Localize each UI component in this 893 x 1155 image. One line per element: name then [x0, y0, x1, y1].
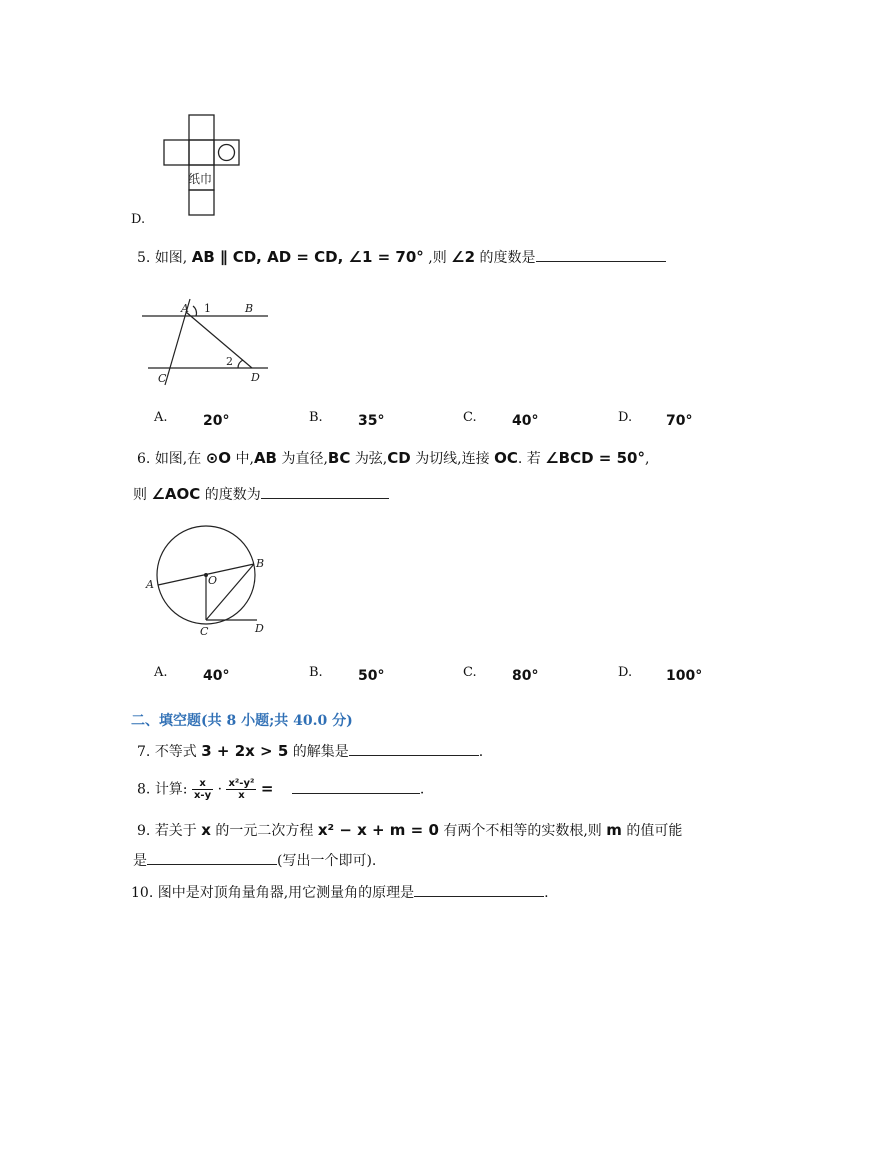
q6-option-a-value[interactable]: 40° — [203, 668, 230, 684]
q6-option-b-letter[interactable]: B. — [309, 665, 323, 680]
question-10 — [131, 882, 549, 902]
q9-prefix: 若关于 — [154, 823, 197, 839]
q9-text-1: 的一元二次方程 — [215, 823, 314, 839]
net-square-top — [189, 115, 214, 140]
q10-number: 10. — [131, 885, 154, 901]
question-5 — [137, 247, 666, 267]
q6-text-5: 为切线,连接 — [415, 451, 490, 467]
q9-line2-suffix: (写出一个即可). — [277, 853, 377, 869]
q6-text-4: 为弦, — [354, 451, 388, 467]
q9-m: m — [606, 821, 622, 839]
q6-ab: AB — [253, 449, 277, 467]
q5-option-c-value[interactable]: 40° — [512, 413, 539, 429]
section-2-title: 二、填空题(共 8 小题;共 40.0 分) — [131, 713, 353, 729]
q5-option-d-letter[interactable]: D. — [618, 410, 633, 425]
q5-label-angle-1: 1 — [204, 302, 211, 315]
q8-answer-blank[interactable] — [292, 779, 420, 794]
q8-fraction-2-denominator: x — [238, 790, 245, 801]
q8-fraction-1-numerator: x — [192, 778, 213, 790]
q5-label-b: B — [245, 302, 254, 315]
q6-line2-prefix: 则 — [133, 487, 147, 503]
question-9-line-2 — [133, 850, 376, 870]
q5-label-c: C — [158, 372, 167, 385]
net-square-center — [189, 140, 214, 165]
q5-answer-blank[interactable] — [536, 247, 666, 262]
q8-prefix: 计算: — [154, 781, 188, 798]
angle-2-arc — [238, 360, 243, 368]
q5-option-d-value[interactable]: 70° — [666, 413, 693, 429]
q6-label-d: D — [255, 622, 264, 635]
q5-option-b-letter[interactable]: B. — [309, 410, 323, 425]
q6-text-1: 如图,在 — [154, 451, 202, 467]
q6-answer-blank[interactable] — [261, 484, 389, 499]
q7-suffix: 的解集是 — [292, 744, 349, 760]
q6-cd: CD — [387, 449, 411, 467]
q6-figure — [142, 520, 272, 642]
question-6-line-2 — [133, 484, 389, 504]
q6-label-c: C — [200, 625, 209, 638]
question-6-line-1 — [137, 448, 649, 468]
q5-label-d: D — [251, 371, 260, 384]
q6-label-b: B — [256, 557, 265, 570]
q5-angle: ∠2 — [451, 248, 476, 266]
q8-fraction-2-numerator: x²-y² — [228, 778, 255, 789]
q9-expr: x² − x + m = 0 — [317, 821, 439, 839]
q5-label-angle-2: 2 — [226, 355, 233, 368]
q5-prefix: 如图, — [154, 250, 188, 266]
q10-end: . — [544, 885, 549, 901]
q5-condition: AB ∥ CD, AD = CD, ∠1 = 70° — [191, 248, 424, 266]
q6-option-c-letter[interactable]: C. — [463, 665, 477, 680]
q5-label-a: A — [181, 302, 189, 315]
q7-prefix: 不等式 — [154, 744, 197, 760]
q5-option-b-value[interactable]: 35° — [358, 413, 385, 429]
q6-option-c-value[interactable]: 80° — [512, 668, 539, 684]
q4-option-d-label: D. — [131, 212, 146, 227]
net-label: 纸巾 — [188, 172, 213, 186]
angle-1-arc — [193, 306, 196, 316]
q6-option-a-letter[interactable]: A. — [154, 665, 168, 680]
question-9-line-1 — [137, 820, 682, 840]
q8-equals: = — [260, 779, 274, 798]
line-ad — [186, 312, 252, 368]
q5-suffix: 的度数是 — [479, 250, 536, 266]
q9-var: x — [201, 821, 211, 839]
q6-option-d-value[interactable]: 100° — [666, 668, 703, 684]
net-square-right — [214, 140, 239, 165]
q9-text-3: 的值可能 — [626, 823, 683, 839]
q8-number: 8. — [137, 781, 151, 798]
q6-line2-suffix: 的度数为 — [204, 487, 261, 503]
q9-text-2: 有两个不相等的实数根,则 — [443, 823, 602, 839]
q6-label-o: O — [208, 574, 218, 587]
q5-option-a-value[interactable]: 20° — [203, 413, 230, 429]
net-circle-mark — [219, 145, 235, 161]
q8-fraction-1 — [192, 778, 213, 801]
q10-answer-blank[interactable] — [414, 882, 544, 897]
cube-net-figure — [160, 112, 245, 218]
q10-text: 图中是对顶角量角器,用它测量角的原理是 — [157, 885, 415, 901]
q7-end: . — [478, 744, 484, 760]
q8-fraction-1-denominator: x-y — [193, 790, 212, 801]
q6-aoc: ∠AOC — [151, 485, 201, 503]
q5-option-c-letter[interactable]: C. — [463, 410, 477, 425]
q6-oc: OC — [494, 449, 518, 467]
q6-circle: ⊙O — [205, 449, 232, 467]
q6-text-3: 为直径, — [281, 451, 328, 467]
q6-text-2: 中, — [235, 451, 254, 467]
q6-bc: BC — [327, 449, 351, 467]
q6-option-b-value[interactable]: 50° — [358, 668, 385, 684]
q5-mid: ,则 — [428, 250, 447, 266]
q6-label-a: A — [146, 578, 154, 591]
q5-option-a-letter[interactable]: A. — [154, 410, 168, 425]
q7-number: 7. — [137, 744, 151, 760]
net-square-left — [164, 140, 189, 165]
q8-dot: · — [217, 781, 223, 798]
q6-number: 6. — [137, 451, 151, 467]
q6-option-d-letter[interactable]: D. — [618, 665, 633, 680]
question-7 — [137, 741, 483, 761]
q9-number: 9. — [137, 823, 151, 839]
question-8 — [137, 778, 424, 801]
q8-end: . — [419, 781, 425, 798]
q7-answer-blank[interactable] — [349, 741, 479, 756]
q6-text-7: , — [644, 451, 650, 467]
q9-answer-blank[interactable] — [147, 850, 277, 865]
q7-expr: 3 + 2x > 5 — [201, 742, 289, 760]
q5-number: 5. — [137, 250, 151, 266]
net-square-bottom — [189, 190, 214, 215]
q8-fraction-2 — [226, 778, 256, 801]
q5-figure — [140, 293, 275, 393]
q9-line2-prefix: 是 — [133, 853, 147, 869]
q6-bcd: ∠BCD = 50° — [545, 449, 645, 467]
q6-text-6: . 若 — [517, 451, 541, 467]
